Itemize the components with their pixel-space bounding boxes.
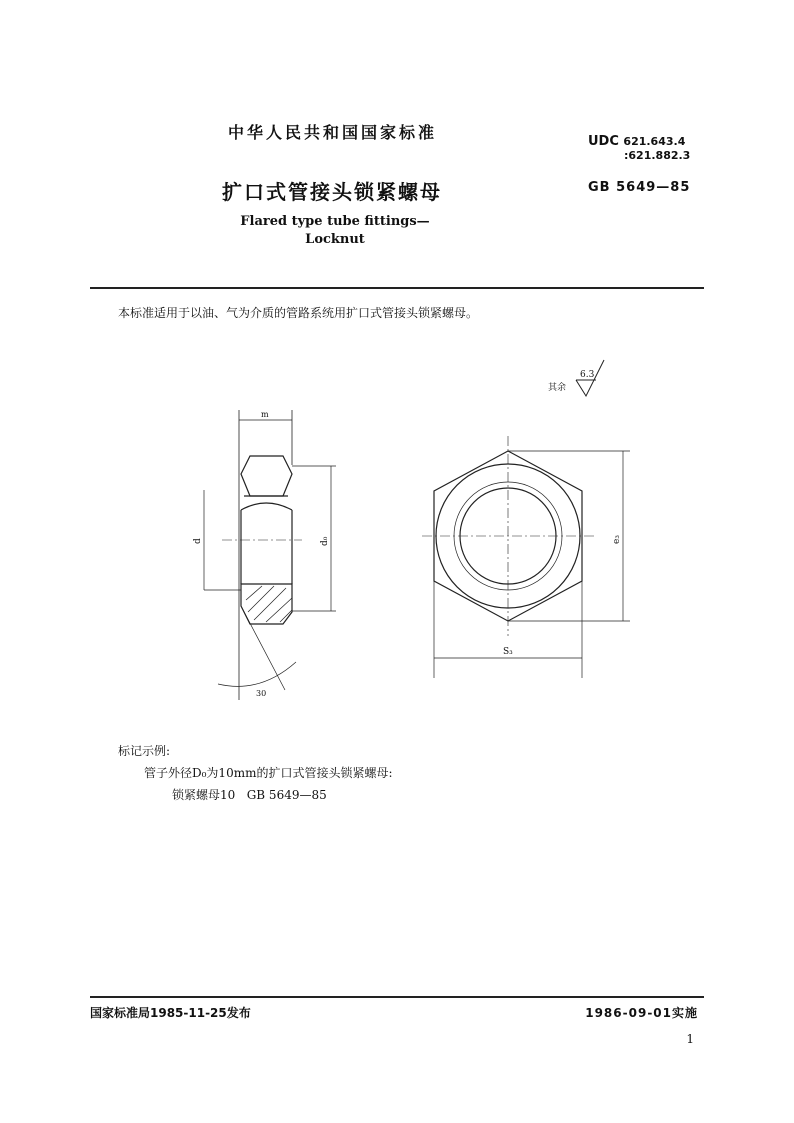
standard-org-title: 中华人民共和国国家标准 <box>228 123 438 142</box>
roughness-prefix: 其余 <box>548 383 567 393</box>
marking-heading: 标记示例: <box>118 744 171 758</box>
dim-d-label: d <box>193 538 203 544</box>
nut-side-view <box>204 410 336 700</box>
udc-code-1: 621.643.4 <box>623 135 686 148</box>
roughness-value: 6.3 <box>580 370 595 380</box>
footer-divider <box>90 996 704 998</box>
dim-s3-label: S₃ <box>503 647 513 657</box>
dim-m-label: m <box>261 410 269 419</box>
page-number: 1 <box>686 1032 694 1046</box>
english-title-line2: Locknut <box>305 232 365 247</box>
issue-date: 国家标准局1985-11-25发布 <box>90 1006 251 1020</box>
nut-front-view <box>422 436 630 678</box>
dim-angle-label: 30 <box>256 689 267 698</box>
marking-example-code: 锁紧螺母10 GB 5649—85 <box>172 788 327 802</box>
udc-code-2: :621.882.3 <box>624 149 691 162</box>
marking-example-desc: 管子外径D₀为10mm的扩口式管接头锁紧螺母: <box>144 766 393 780</box>
dim-d0-label: d₀ <box>320 536 330 546</box>
standard-title: 扩口式管接头锁紧螺母 <box>222 180 442 204</box>
dim-e3-label: e₃ <box>612 535 622 544</box>
udc-prefix: UDC <box>588 134 619 149</box>
standard-number: GB 5649—85 <box>588 180 691 195</box>
scope-text: 本标准适用于以油、气为介质的管路系统用扩口式管接头锁紧螺母。 <box>118 306 479 320</box>
effective-date: 1986-09-01实施 <box>585 1006 698 1020</box>
english-title-line1: Flared type tube fittings— <box>240 214 430 229</box>
